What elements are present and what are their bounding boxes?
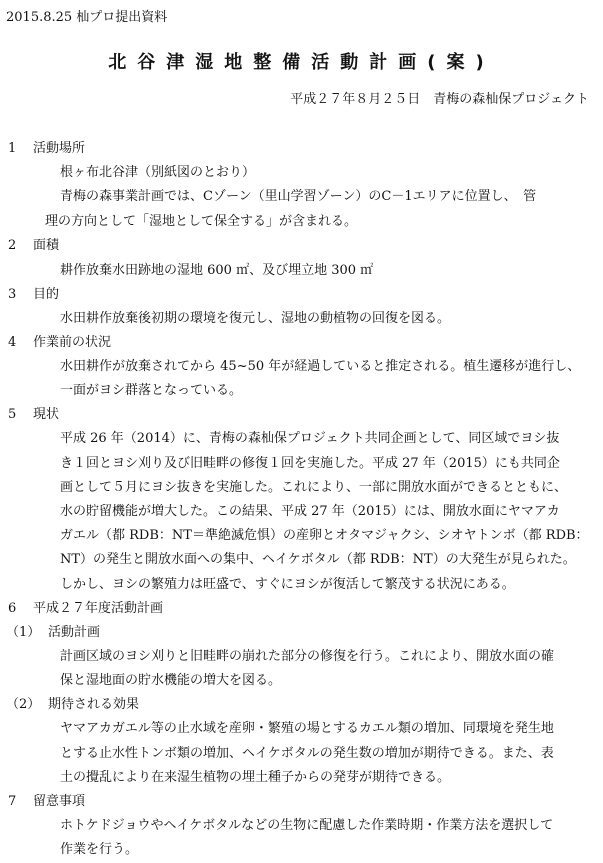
section-line: 一面がヨシ群落となっている。: [60, 383, 243, 398]
section-number: 7: [8, 794, 17, 809]
section-number: 2: [8, 238, 17, 253]
document-title: 北谷津湿地整備活動計画(案): [108, 52, 495, 73]
section-line: NT）の発生と開放水面への集中、ヘイケボタル（都 RDB：NT）の大発生が見られた。: [60, 552, 576, 567]
section-line: 計画区域のヨシ刈りと旧畦畔の崩れた部分の修復を行う。これにより、開放水面の確: [60, 649, 555, 664]
section-line: 水の貯留機能が増大した。この結果、平成 27 年（2015）には、開放水面にヤマアカ: [60, 504, 560, 519]
section-line: 画として５月にヨシ抜きを実施した。これにより、一部に開放水面ができるとともに、: [60, 480, 568, 495]
section-heading: 作業前の状況: [33, 335, 112, 350]
section-line: 青梅の森事業計画では、Cゾーン（里山学習ゾーン）のC－1エリアに位置し、 管: [60, 189, 537, 204]
section-heading: 平成２７年度活動計画: [33, 601, 164, 616]
section-line: 作業を行う。: [60, 842, 139, 857]
section-line: しかし、ヨシの繁殖力は旺盛で、すぐにヨシが復活して繁茂する状況にある。: [60, 577, 515, 592]
section-heading: 面積: [33, 238, 60, 253]
subsection-heading: 期待される効果: [48, 697, 140, 712]
section-line: 理の方向として「湿地として保全する」が含まれる。: [45, 214, 358, 229]
section-line: 水田耕作が放棄されてから 45~50 年が経過していると推定される。植生遷移が進行し、: [60, 359, 581, 374]
subsection-heading: 活動計画: [48, 625, 101, 640]
section-heading: 留意事項: [33, 794, 86, 809]
section-line: ガエル（都 RDB：NT＝準絶滅危惧）の産卵とオタマジャクシ、シオヤトンボ（都 RDB：: [60, 528, 589, 543]
section-line: き１回とヨシ刈り及び旧畦畔の修復１回を実施した。平成 27 年（2015）にも共同企: [60, 456, 560, 471]
section-number: 6: [8, 601, 17, 616]
section-number: 4: [8, 335, 17, 350]
header-note: 2015.8.25 杣プロ提出資料: [6, 10, 168, 25]
dateline: 平成２７年８月２５日 青梅の森杣保プロジェクト: [290, 92, 589, 107]
section-number: 3: [8, 287, 17, 302]
section-line: ヤマアカガエル等の止水域を産卵・繁殖の場とするカエル類の増加、同環境を発生地: [60, 721, 554, 736]
section-line: 根ヶ布北谷津（別紙図のとおり）: [60, 165, 256, 180]
section-line: 保と湿地面の貯水機能の増大を図る。: [60, 673, 282, 688]
section-line: 平成 26 年（2014）に、青梅の森杣保プロジェクト共同企画として、同区域でヨシ抜: [60, 431, 560, 446]
section-number: 5: [8, 407, 17, 422]
section-heading: 目的: [33, 287, 60, 302]
subsection-number: （1）: [6, 625, 41, 640]
section-line: 土の攪乱により在来湿生植物の埋土種子からの発芽が期待できる。: [60, 770, 451, 785]
section-heading: 活動場所: [33, 141, 86, 156]
section-heading: 現状: [33, 407, 60, 422]
section-line: とする止水性トンボ類の増加、ヘイケボタルの発生数の増加が期待できる。また、表: [60, 746, 554, 761]
section-line: 水田耕作放棄後初期の環境を復元し、湿地の動植物の回復を図る。: [60, 311, 451, 326]
section-line: ホトケドジョウやヘイケボタルなどの生物に配慮した作業時期・作業方法を選択して: [60, 818, 554, 833]
section-line: 耕作放棄水田跡地の湿地 600 ㎡、及び埋立地 300 ㎡: [60, 263, 374, 278]
section-number: 1: [8, 141, 17, 156]
subsection-number: （2）: [6, 697, 41, 712]
